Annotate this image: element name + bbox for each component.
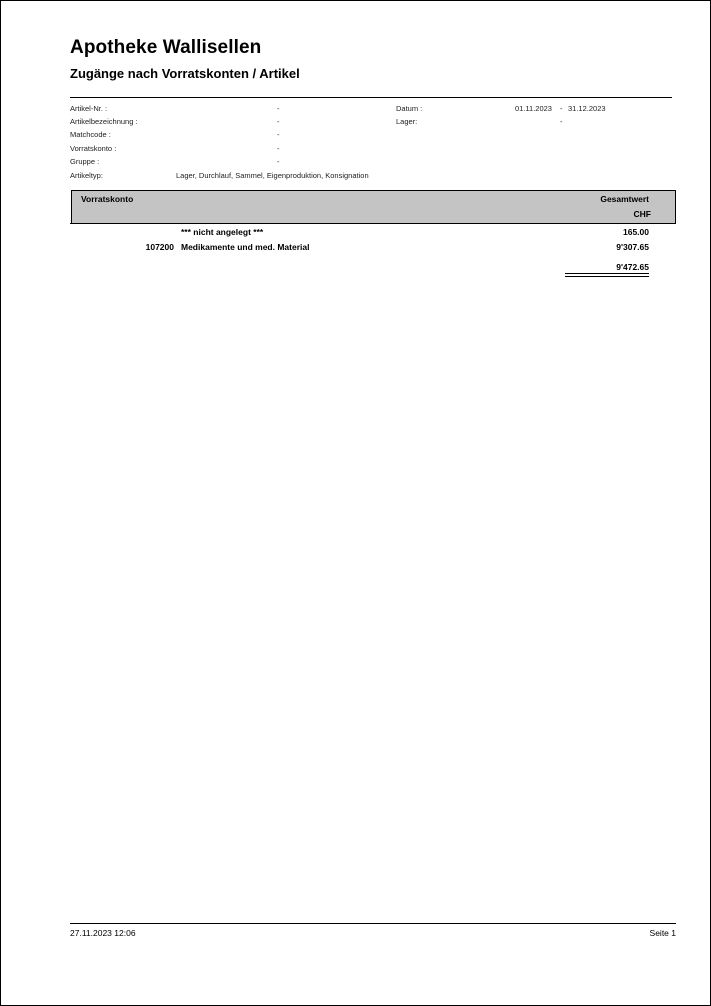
column-header-currency: CHF bbox=[633, 209, 651, 219]
total-double-underline-bottom bbox=[565, 276, 649, 277]
filter-value-datum-separator: - bbox=[560, 104, 563, 113]
column-header-gesamtwert: Gesamtwert bbox=[600, 194, 649, 204]
row-bezeichnung: Medikamente und med. Material bbox=[181, 242, 310, 252]
header-divider bbox=[70, 97, 672, 98]
footer-datetime: 27.11.2023 12:06 bbox=[70, 928, 136, 938]
filter-label-artikel-nr: Artikel-Nr. : bbox=[70, 104, 108, 113]
filter-value-datum-from: 01.11.2023 bbox=[515, 104, 552, 113]
filter-label-vorratskonto: Vorratskonto : bbox=[70, 144, 117, 153]
filter-value-gruppe: - bbox=[277, 157, 280, 166]
filter-label-matchcode: Matchcode : bbox=[70, 130, 111, 139]
report-subtitle: Zugänge nach Vorratskonten / Artikel bbox=[70, 66, 300, 81]
row-bezeichnung: *** nicht angelegt *** bbox=[181, 227, 264, 237]
filter-value-matchcode: - bbox=[277, 130, 280, 139]
report-title: Apotheke Wallisellen bbox=[70, 37, 262, 58]
total-value: 9'472.65 bbox=[616, 262, 649, 272]
row-wert: 165.00 bbox=[623, 227, 649, 237]
filter-value-datum-to: 31.12.2023 bbox=[568, 104, 606, 113]
filter-value-artikeltyp: Lager, Durchlauf, Sammel, Eigenproduktion, Konsignation bbox=[176, 171, 369, 180]
filter-label-gruppe: Gruppe : bbox=[70, 157, 100, 166]
row-konto: 107200 bbox=[145, 242, 174, 252]
filter-label-datum: Datum : bbox=[396, 104, 423, 113]
table-header-divider bbox=[70, 223, 675, 224]
filter-value-artikel-nr: - bbox=[277, 104, 280, 113]
filter-label-artikelbezeichnung: Artikelbezeichnung : bbox=[70, 117, 138, 126]
footer-page-number: Seite 1 bbox=[649, 928, 676, 938]
column-header-vorratskonto: Vorratskonto bbox=[81, 194, 134, 204]
filter-value-artikelbezeichnung: - bbox=[277, 117, 280, 126]
filter-value-vorratskonto: - bbox=[277, 144, 280, 153]
filter-label-artikeltyp: Artikeltyp: bbox=[70, 171, 103, 180]
total-double-underline-top bbox=[565, 273, 649, 274]
filter-value-lager: - bbox=[560, 117, 563, 126]
row-wert: 9'307.65 bbox=[616, 242, 649, 252]
filter-label-lager: Lager: bbox=[396, 117, 418, 126]
footer-divider bbox=[70, 923, 676, 924]
